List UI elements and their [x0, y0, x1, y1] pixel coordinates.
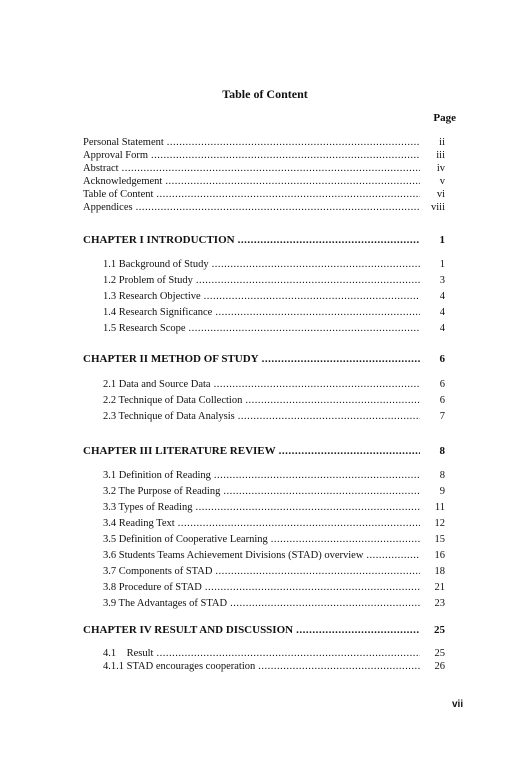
- toc-entry-page: 6: [439, 379, 445, 390]
- toc-entry-label: 1.1 Background of Study: [103, 259, 209, 270]
- toc-entry-label: 3.5 Definition of Cooperative Learning: [103, 534, 268, 545]
- toc-entry: [103, 274, 445, 287]
- dot-leader: [258, 660, 420, 673]
- dot-leader: [136, 201, 420, 214]
- toc-entry: [83, 188, 445, 201]
- toc-entry: [103, 565, 445, 578]
- toc-entry: [103, 469, 445, 482]
- toc-entry-label: 1.5 Research Scope: [103, 323, 186, 334]
- toc-entry-page: 4: [439, 307, 445, 318]
- toc-entry-page: iv: [436, 163, 445, 174]
- toc-entry-label: 4.1 Result: [103, 648, 154, 659]
- toc-entry-label: Personal Statement: [83, 137, 164, 148]
- toc-entry-page: 8: [439, 470, 445, 481]
- toc-entry-page: 18: [434, 566, 445, 577]
- toc-entry: [103, 485, 445, 498]
- dot-leader: [156, 188, 420, 201]
- toc-entry-page: 6: [439, 353, 445, 365]
- dot-leader: [195, 501, 420, 514]
- dot-leader: [151, 149, 420, 162]
- toc-entry-page: iii: [436, 150, 445, 161]
- dot-leader: [178, 517, 420, 530]
- toc-entry: [103, 647, 445, 660]
- toc-entry: [103, 597, 445, 610]
- dot-leader: [271, 533, 420, 546]
- toc-entry: [83, 201, 445, 214]
- toc-entry-page: 16: [434, 550, 445, 561]
- dot-leader: [196, 274, 420, 287]
- toc-entry-label: Abstract: [83, 163, 119, 174]
- dot-leader: [214, 378, 420, 391]
- toc-entry-page: 25: [434, 648, 445, 659]
- dot-leader: [296, 624, 420, 637]
- toc-entry-page: 25: [434, 624, 445, 636]
- toc-chapter-heading: [83, 445, 445, 458]
- toc-entry-page: 4: [439, 323, 445, 334]
- toc-entry: [103, 533, 445, 546]
- toc-entry-label: Acknowledgement: [83, 176, 163, 187]
- toc-entry-page: 6: [439, 395, 445, 406]
- toc-entry-page: 3: [439, 275, 445, 286]
- toc-entry-page: 11: [434, 502, 445, 513]
- toc-entry-page: ii: [439, 137, 445, 148]
- toc-entry: [103, 290, 445, 303]
- document-title: Table of Content: [222, 87, 308, 101]
- toc-entry-label: CHAPTER IV RESULT AND DISCUSSION: [83, 624, 294, 636]
- toc-entry: [83, 175, 445, 188]
- toc-entry: [103, 549, 445, 562]
- toc-entry-page: 15: [434, 534, 445, 545]
- page-number: vii: [452, 699, 464, 710]
- page-column-header: Page: [433, 112, 456, 124]
- dot-leader: [245, 394, 420, 407]
- dot-leader: [238, 410, 420, 423]
- toc-entry: [83, 136, 445, 149]
- toc-entry-page: 4: [439, 291, 445, 302]
- dot-leader: [212, 258, 420, 271]
- toc-chapter-heading: [83, 624, 445, 637]
- dot-leader: [262, 353, 420, 366]
- toc-entry-label: Table of Content: [83, 189, 154, 200]
- toc-entry-label: 3.3 Types of Reading: [103, 502, 193, 513]
- dot-leader: [165, 175, 420, 188]
- toc-entry-page: 23: [434, 598, 445, 609]
- dot-leader: [156, 647, 420, 660]
- toc-entry: [103, 322, 445, 335]
- toc-entry-label: 3.1 Definition of Reading: [103, 470, 211, 481]
- toc-entry-page: viii: [430, 202, 445, 213]
- toc-entry: [103, 517, 445, 530]
- dot-leader: [214, 469, 420, 482]
- toc-entry-label: CHAPTER II METHOD OF STUDY: [83, 353, 259, 365]
- toc-entry-label: 3.8 Procedure of STAD: [103, 582, 202, 593]
- toc-entry-label: 3.6 Students Teams Achievement Divisions (STAD) overview: [103, 550, 364, 561]
- dot-leader: [204, 290, 420, 303]
- toc-entry-page: 12: [434, 518, 445, 529]
- toc-entry: [103, 581, 445, 594]
- toc-entry-label: Appendices: [83, 202, 133, 213]
- dot-leader: [215, 565, 420, 578]
- toc-entry-page: vi: [436, 189, 445, 200]
- dot-leader: [167, 136, 420, 149]
- toc-entry: [103, 306, 445, 319]
- toc-entry-page: 1: [439, 234, 445, 246]
- toc-entry-label: 1.2 Problem of Study: [103, 275, 193, 286]
- toc-chapter-heading: [83, 234, 445, 247]
- toc-entry: [103, 501, 445, 514]
- dot-leader: [205, 581, 420, 594]
- toc-entry-page: 21: [434, 582, 445, 593]
- toc-entry: [103, 660, 445, 673]
- dot-leader: [189, 322, 420, 335]
- dot-leader: [122, 162, 420, 175]
- toc-entry: [103, 394, 445, 407]
- toc-chapter-heading: [83, 353, 445, 366]
- toc-entry-label: 4.1.1 STAD encourages cooperation: [103, 661, 256, 672]
- toc-entry-label: CHAPTER I INTRODUCTION: [83, 234, 235, 246]
- toc-entry: [103, 378, 445, 391]
- toc-entry-page: 8: [439, 445, 445, 457]
- toc-entry-label: 3.4 Reading Text: [103, 518, 175, 529]
- toc-entry-label: 1.4 Research Significance: [103, 307, 213, 318]
- toc-entry-label: Approval Form: [83, 150, 149, 161]
- dot-leader: [279, 445, 420, 458]
- toc-entry-label: 3.9 The Advantages of STAD: [103, 598, 228, 609]
- toc-entry: [83, 162, 445, 175]
- toc-entry-label: 3.2 The Purpose of Reading: [103, 486, 221, 497]
- toc-entry-label: 2.3 Technique of Data Analysis: [103, 411, 235, 422]
- toc-entry-label: 2.1 Data and Source Data: [103, 379, 211, 390]
- toc-entry-page: 26: [434, 661, 445, 672]
- dot-leader: [215, 306, 420, 319]
- toc-entry: [103, 410, 445, 423]
- toc-entry-page: 9: [439, 486, 445, 497]
- toc-entry-label: 3.7 Components of STAD: [103, 566, 213, 577]
- toc-entry-page: 7: [439, 411, 445, 422]
- toc-entry-label: 2.2 Technique of Data Collection: [103, 395, 243, 406]
- toc-entry-label: 1.3 Research Objective: [103, 291, 201, 302]
- dot-leader: [366, 549, 420, 562]
- toc-entry-page: 1: [439, 259, 445, 270]
- dot-leader: [223, 485, 420, 498]
- toc-entry: [103, 258, 445, 271]
- dot-leader: [230, 597, 420, 610]
- dot-leader: [238, 234, 420, 247]
- toc-entry-label: CHAPTER III LITERATURE REVIEW: [83, 445, 276, 457]
- toc-entry: [83, 149, 445, 162]
- toc-entry-page: v: [439, 176, 445, 187]
